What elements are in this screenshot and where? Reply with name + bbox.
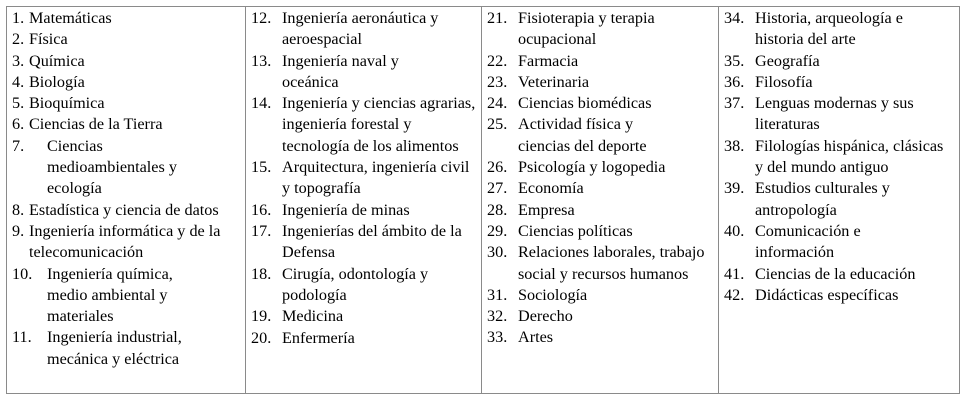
item-number: 8. [12, 200, 25, 219]
field-list [7, 8, 245, 370]
field-list [246, 8, 481, 350]
item-label: Ciencias de la Tierra [29, 115, 163, 134]
item-label: Estudios culturales y antropología [755, 179, 890, 219]
list-item [7, 264, 245, 328]
list-item [7, 136, 245, 200]
list-item [482, 200, 718, 221]
item-number: 33. [487, 328, 508, 347]
item-label: Ingeniería y ciencias agrarias, ingeniería forestal y tecnología de los alimentos [282, 94, 476, 155]
item-label: Ciencias políticas [518, 221, 633, 240]
list-item [482, 51, 718, 72]
list-item [482, 8, 718, 51]
item-number: 39. [724, 179, 745, 198]
item-number: 18. [251, 264, 272, 283]
item-label: Historia, arqueología e historia del arte [755, 9, 903, 49]
list-item [246, 221, 481, 264]
list-item [719, 51, 959, 72]
item-number: 23. [487, 72, 508, 91]
table-column-1 [7, 7, 246, 393]
item-label: Estadística y ciencia de datos [29, 200, 219, 219]
item-label: Enfermería [282, 329, 355, 348]
list-item [7, 327, 245, 370]
item-label: Medicina [282, 307, 344, 326]
list-item [7, 72, 245, 93]
item-label: Ciencias biomédicas [518, 94, 652, 113]
item-number: 40. [724, 221, 745, 240]
list-item [7, 200, 245, 221]
list-item [482, 327, 718, 348]
item-label: Actividad física y ciencias del deporte [518, 115, 647, 155]
list-item [719, 93, 959, 136]
item-number: 25. [487, 115, 508, 134]
list-item [246, 157, 481, 200]
item-label: Geografía [755, 51, 820, 70]
item-number: 7. [12, 136, 25, 155]
item-label: Empresa [518, 200, 575, 219]
item-number: 41. [724, 264, 745, 283]
list-item [482, 242, 718, 285]
item-number: 9. [12, 221, 25, 240]
item-number: 11. [12, 328, 32, 347]
item-label: Fisioterapia y terapia ocupacional [518, 9, 655, 49]
list-item [7, 29, 245, 50]
list-item [482, 178, 718, 199]
field-list [482, 8, 718, 349]
item-number: 27. [487, 179, 508, 198]
item-number: 28. [487, 200, 508, 219]
item-number: 6. [12, 115, 25, 134]
item-label: Farmacia [518, 51, 579, 70]
list-item [246, 51, 481, 94]
item-label: Cirugía, odontología y podología [282, 264, 429, 304]
list-item [482, 114, 718, 157]
item-number: 13. [251, 51, 272, 70]
item-number: 1. [12, 9, 25, 27]
table-column-4 [719, 7, 959, 393]
item-label: Filosofía [755, 72, 813, 91]
list-item [482, 221, 718, 242]
item-number: 22. [487, 51, 508, 70]
item-number: 4. [12, 72, 25, 91]
item-number: 2. [12, 30, 25, 49]
item-number: 35. [724, 51, 745, 70]
item-number: 31. [487, 285, 508, 304]
list-item [7, 221, 245, 264]
item-number: 32. [487, 307, 508, 326]
list-item [7, 93, 245, 114]
item-label: Ingenierías del ámbito de la Defensa [282, 221, 462, 262]
fields-table [6, 6, 960, 394]
item-number: 20. [251, 329, 272, 348]
item-number: 3. [12, 51, 25, 70]
item-number: 14. [251, 94, 272, 113]
list-item [719, 221, 959, 264]
list-item [482, 72, 718, 93]
item-label: Ciencias medioambientales y ecología [47, 136, 177, 198]
item-label: Relaciones laborales, trabajo social y recursos humanos [518, 243, 705, 283]
list-item [482, 157, 718, 178]
list-item [482, 285, 718, 306]
item-label: Bioquímica [29, 94, 105, 113]
item-number: 5. [12, 94, 25, 113]
item-label: Veterinaria [518, 72, 590, 91]
item-label: Filologías hispánica, clásicas y del mundo antiguo [755, 136, 944, 177]
list-item [246, 327, 481, 349]
item-number: 15. [251, 158, 272, 177]
item-number: 42. [724, 285, 745, 304]
item-label: Lenguas modernas y sus literaturas [755, 94, 914, 134]
item-label: Química [29, 51, 85, 70]
item-label: Biología [29, 72, 85, 91]
item-number: 26. [487, 158, 508, 177]
item-number: 37. [724, 94, 745, 113]
list-item [719, 285, 959, 306]
list-item [482, 93, 718, 114]
item-label: Ingeniería química, medio ambiental y materiales [47, 264, 173, 326]
list-item [719, 72, 959, 93]
item-label: Matemáticas [29, 9, 112, 27]
item-label: Economía [518, 179, 584, 198]
list-item [246, 8, 481, 51]
item-label: Comunicación e información [755, 221, 861, 262]
item-label: Física [29, 30, 68, 49]
list-item [7, 114, 245, 135]
table-column-2 [246, 7, 482, 393]
list-item [246, 306, 481, 327]
item-label: Didácticas específicas [755, 285, 899, 304]
item-number: 30. [487, 243, 508, 262]
list-item [719, 8, 959, 51]
item-number: 29. [487, 221, 508, 240]
item-number: 10. [12, 264, 33, 283]
item-number: 38. [724, 136, 745, 155]
item-label: Artes [518, 328, 554, 347]
item-label: Sociología [518, 285, 588, 304]
item-label: Derecho [518, 307, 573, 326]
item-number: 16. [251, 200, 272, 219]
item-number: 21. [487, 9, 508, 27]
item-label: Arquitectura, ingeniería civil y topografía [282, 158, 470, 198]
list-item [7, 8, 245, 29]
item-number: 12. [251, 9, 272, 27]
list-item [246, 200, 481, 221]
list-item [246, 93, 481, 157]
item-label: Ingeniería aeronáutica y aeroespacial [282, 9, 439, 49]
item-number: 24. [487, 94, 508, 113]
item-label: Ingeniería industrial, mecánica y eléctrica [47, 328, 182, 368]
field-list [719, 8, 959, 306]
item-label: Ingeniería informática y de la telecomunicación [29, 221, 221, 262]
item-label: Ingeniería de minas [282, 200, 410, 219]
item-number: 34. [724, 9, 745, 27]
item-number: 19. [251, 307, 272, 326]
table-column-3 [482, 7, 719, 393]
list-item [482, 306, 718, 327]
item-number: 36. [724, 72, 745, 91]
item-label: Psicología y logopedia [518, 158, 666, 177]
list-item [719, 178, 959, 221]
list-item [246, 264, 481, 307]
item-label: Ingeniería naval y oceánica [282, 51, 399, 91]
list-item [719, 136, 959, 179]
list-item [719, 264, 959, 285]
item-number: 17. [251, 221, 272, 240]
list-item [7, 51, 245, 72]
item-label: Ciencias de la educación [755, 264, 916, 283]
